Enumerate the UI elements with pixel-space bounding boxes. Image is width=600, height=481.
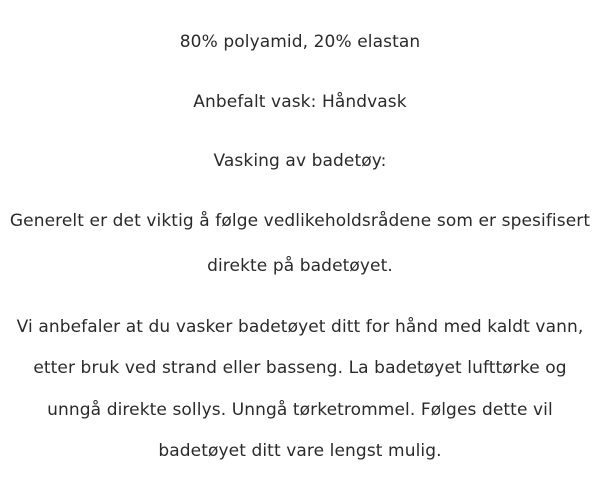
paragraph-line: direkte på badetøyet. <box>207 256 393 276</box>
paragraph-line: Generelt er det viktig å følge vedlikeholdsrådene som er spesifisert <box>9 211 591 231</box>
care-heading: Vasking av badetøy: <box>213 151 387 171</box>
paragraph-line: Vi anbefaler at du vasker badetøyet ditt for hånd med kaldt vann, <box>16 317 584 337</box>
wash-recommendation-text: Anbefalt vask: Håndvask <box>193 92 407 112</box>
paragraph-line: badetøyet ditt vare lengst mulig. <box>158 441 442 461</box>
paragraph-line: etter bruk ved strand eller basseng. La badetøyet lufttørke og <box>33 358 567 378</box>
paragraph-line: unngå direkte sollys. Unngå tørketrommel. Følges dette vil <box>47 400 553 420</box>
material-text: 80% polyamid, 20% elastan <box>179 32 421 52</box>
